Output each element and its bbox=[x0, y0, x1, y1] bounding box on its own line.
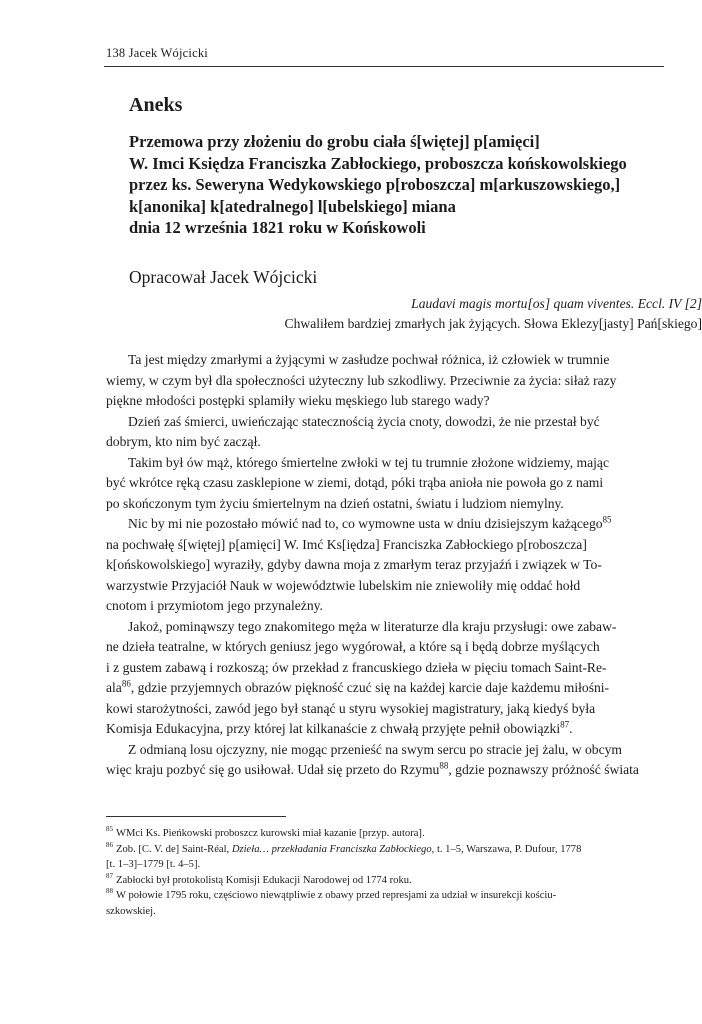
epigraph-polish: Chwaliłem bardziej zmarłych jak żyjących. Słowa Eklezy[jasty] Pań[skiego] bbox=[284, 316, 702, 331]
body-line bbox=[106, 617, 702, 638]
body-line bbox=[106, 432, 702, 453]
footnote-number: 87 bbox=[106, 871, 113, 880]
body-line bbox=[106, 678, 702, 699]
body-line-text: Jakoż, pominąwszy tego znakomitego męża w literaturze dla kraju przysługi: owe zabaw- bbox=[128, 618, 617, 634]
body-line bbox=[106, 576, 702, 597]
epigraph bbox=[142, 294, 702, 334]
body-line-text: być wkrótce ręką czasu zasklepione w ziemi, dotąd, póki trąba anioła nie powoła go z nami bbox=[106, 475, 604, 490]
footnote-rule bbox=[106, 816, 286, 817]
body-line-text: Z odmianą losu ojczyzny, nie mogąc przenieść na swym sercu po stracie jej żalu, w obcym bbox=[128, 741, 622, 757]
body-line-text: wiemy, w czym był dla społeczności użyteczny lub szkodliwy. Przeciwnie za życia: siłaż razy bbox=[106, 372, 617, 388]
footnote-line bbox=[106, 857, 702, 873]
body-line-text: dobrym, kto nim być zaczął. bbox=[106, 434, 261, 449]
footnote-line: $^{86}$ Zob. [C. V. de] Saint-Réal, Dzieła… przekładania Franciszka Zabłockiego, t. 1–5, Warszawa, P. Dufour, 1778 bbox=[106, 840, 582, 855]
body-line bbox=[106, 391, 702, 412]
footnote-number: 86 bbox=[106, 840, 113, 849]
body-line-text: Ta jest między zmarłymi a żyjącymi w zasłudze pochwał różnica, iż człowiek w trumnie bbox=[128, 352, 610, 367]
main-title-line: W. Imci Księdza Franciszka Zabłockiego, proboszcza końskowolskiego bbox=[129, 153, 627, 173]
body-line-text: po skończonym tym życiu śmiertelnym na dzień ostatni, światu i ludziom niemylny. bbox=[106, 495, 564, 511]
footnote-line bbox=[106, 826, 702, 842]
body-line bbox=[106, 596, 702, 617]
body-line bbox=[106, 473, 702, 494]
body-line-text: k[ońskowolskiego] wyraziły, gdyby dawna moja z zmarłym teraz przyjaźń i związek w To- bbox=[106, 557, 602, 572]
body-line-text: na pochwałę ś[więtej] p[amięci] W. Imć Ks[iędza] Franciszka Zabłockiego p[roboszcza] bbox=[106, 536, 587, 552]
body-line bbox=[106, 760, 702, 781]
footnote-text: [t. 1–3]–1779 [t. 4–5]. bbox=[106, 859, 201, 870]
body-line-text: , gdzie przyjemnych obrazów piękność czuć się na każdej karcie daje każdemu miłośni- bbox=[130, 680, 610, 695]
footnote-text: W połowie 1795 roku, częściowo niewątpliwie z obawy przed represjami za udział w insurekcji kościu- bbox=[116, 890, 557, 901]
footnote-ref[interactable]: 86 bbox=[121, 678, 131, 689]
body-line-text: Komisja Edukacyjna, przy której lat kilkanaście z chwałą przyjęte pełnił obowiązki bbox=[106, 721, 561, 736]
main-title-line: dnia 12 września 1821 roku w Końskowoli bbox=[129, 218, 426, 237]
body-line bbox=[106, 371, 702, 392]
body-line-text: cnotom i przymiotom jego przynależny. bbox=[106, 598, 323, 613]
footnote-ref[interactable]: 88 bbox=[439, 760, 449, 771]
body-line bbox=[106, 699, 702, 720]
footnote-number: 85 bbox=[106, 825, 113, 834]
epigraph-latin: Laudavi magis mortu[os] quam viventes. Eccl. IV [2] bbox=[411, 296, 702, 311]
body-line bbox=[106, 514, 702, 535]
footnote-line bbox=[106, 873, 702, 889]
footnote-text: Zabłocki był protokolistą Komisji Edukacji Narodowej od 1774 roku. bbox=[116, 874, 412, 886]
main-title-line: przez ks. Seweryna Wedykowskiego p[roboszcza] m[arkuszowskiego,] bbox=[129, 175, 621, 194]
body-line bbox=[106, 453, 702, 474]
body-line-text: piękne młodości postępki splamiły wieku męskiego lub starego wady? bbox=[106, 393, 490, 408]
body-line bbox=[106, 637, 702, 658]
body-line-text: i z gustem zabawą i rozkoszą; ów przekład z francuskiego dzieła w pięciu tomach Saint-Re- bbox=[106, 659, 607, 675]
body-line-text: . bbox=[569, 721, 573, 736]
body-line-text: Dzień zaś śmierci, uwieńczając statecznością życia cnoty, dowodzi, że nie przestał być bbox=[128, 413, 600, 429]
body-line-text: ala bbox=[106, 680, 122, 695]
running-head: 138 Jacek Wójcicki bbox=[106, 46, 208, 60]
body-line bbox=[106, 555, 702, 576]
body-line-text: , gdzie poznawszy próżność świata bbox=[448, 762, 639, 777]
main-title bbox=[129, 131, 702, 239]
body-line bbox=[106, 535, 702, 556]
section-title: Aneks bbox=[129, 94, 183, 116]
body-line bbox=[106, 412, 702, 433]
footnote-line bbox=[106, 904, 702, 920]
body-line-text: ne dzieła teatralne, w których geniusz jego wygórował, a które są i będą dobrze myślących bbox=[106, 639, 600, 654]
main-title-line: k[anonika] k[atedralnego] l[ubelskiego] miana bbox=[129, 196, 456, 216]
header-rule bbox=[104, 66, 664, 67]
footnote-text: szkowskiej. bbox=[106, 905, 156, 917]
body-line-text: więc kraju pozbyć się go usiłował. Udał się przeto do Rzymu bbox=[106, 762, 440, 777]
body-line-text: kowi starożytności, zawód jego był stanąć u styru wysokiej magistratury, jaką kiedyś była bbox=[106, 700, 596, 716]
body-line bbox=[106, 740, 702, 761]
body-line-text: Takim był ów mąż, którego śmiertelne zwłoki w tej tu trumnie złożone widziemy, mając bbox=[128, 454, 609, 470]
main-title-line: Przemowa przy złożeniu do grobu ciała ś[więtej] p[amięci] bbox=[129, 132, 540, 151]
footnote-title-italic: Dzieła… przekładania Franciszka Zabłockiego bbox=[231, 843, 432, 855]
body-line bbox=[106, 719, 702, 740]
body-line bbox=[106, 350, 702, 371]
body-line-text: Nic by mi nie pozostało mówić nad to, co wymowne usta w dniu dzisiejszym każącego bbox=[128, 516, 603, 531]
footnote-number: 88 bbox=[106, 887, 113, 896]
footnote-line bbox=[106, 888, 702, 904]
footnotes bbox=[106, 826, 702, 919]
body-text bbox=[106, 350, 702, 781]
footnote-ref[interactable]: 87 bbox=[560, 719, 570, 730]
footnote-ref[interactable]: 85 bbox=[602, 514, 612, 525]
body-line bbox=[106, 494, 702, 515]
footnote-text: WMci Ks. Pieńkowski proboszcz kurowski miał kazanie [przyp. autora]. bbox=[116, 828, 425, 839]
body-line bbox=[106, 658, 702, 679]
body-line-text: warzystwie Przyjaciół Nauk w województwie lubelskim nie zniewoliły mię oddać hołd bbox=[106, 577, 581, 593]
author-credit: Opracował Jacek Wójcicki bbox=[129, 267, 318, 287]
